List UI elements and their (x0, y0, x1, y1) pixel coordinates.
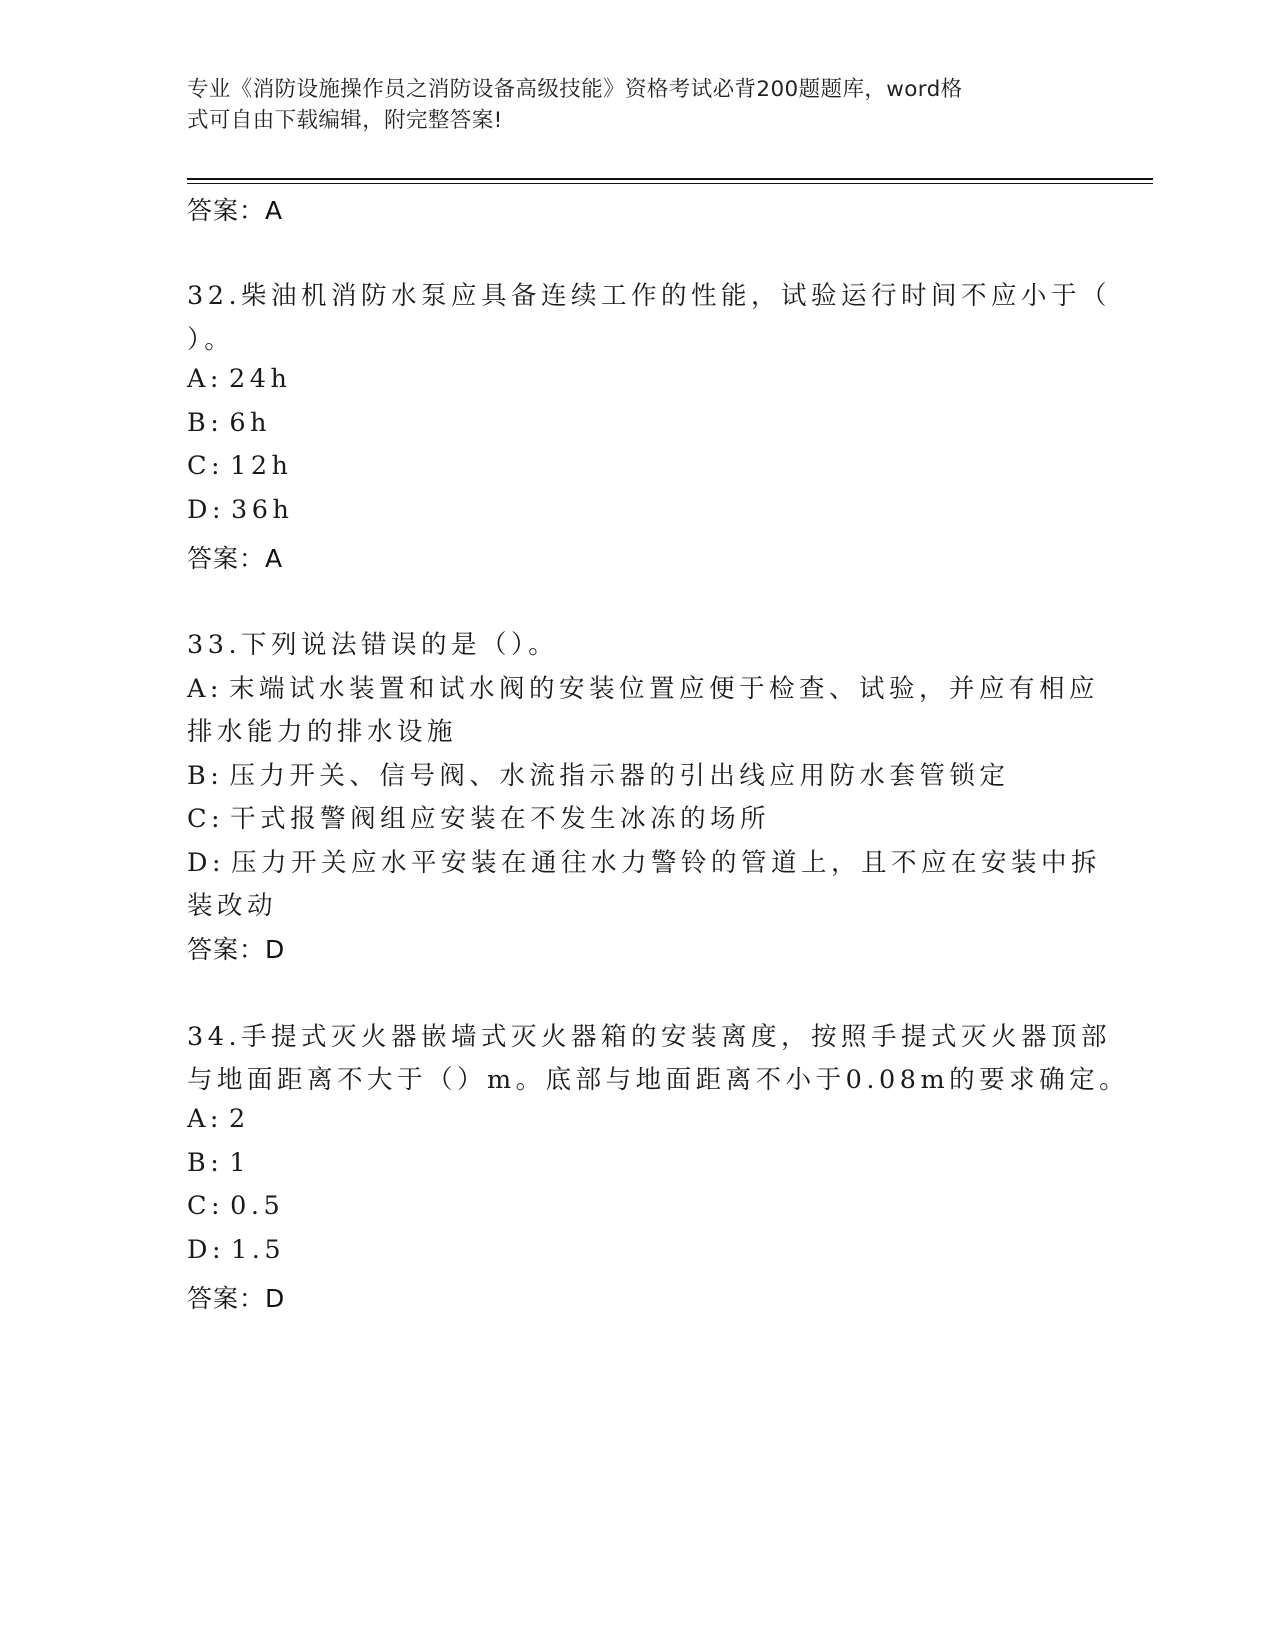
question-33-option-d (187, 843, 1101, 879)
option-text: 0.5 (230, 1191, 285, 1221)
question-32-option-b (187, 408, 271, 438)
question-34-option-b (187, 1148, 250, 1178)
option-letter: D: (187, 1235, 226, 1265)
question-34-answer (187, 1279, 285, 1315)
option-text: 1 (229, 1148, 251, 1178)
question-34-option-a (187, 1104, 250, 1134)
option-letter: D: (187, 495, 226, 525)
option-letter: C: (187, 804, 225, 834)
answer-value: A (265, 196, 284, 225)
option-text: 压力开关、信号阀、水流指示器的引出线应用防水套管锁定 (229, 761, 1010, 791)
answer-label: 答案： (187, 935, 266, 964)
option-letter: B: (187, 1148, 224, 1178)
option-letter: C: (187, 451, 225, 481)
question-32-option-d (187, 495, 293, 525)
header-line-2: 式可自由下载编辑，附完整答案! (187, 108, 503, 133)
answer-label: 答案： (187, 544, 266, 573)
header-line-1: 专业《消防设施操作员之消防设备高级技能》资格考试必背200题题库，word格 (187, 77, 963, 102)
question-33-answer (187, 930, 285, 966)
question-32-option-a (187, 364, 291, 394)
question-33-option-b (187, 756, 1009, 792)
answer-line-prev (187, 191, 283, 227)
option-text: 12h (230, 451, 293, 481)
option-text: 24h (229, 364, 292, 394)
question-33-option-a-cont: 排水能力的排水设施 (187, 717, 458, 747)
option-text: 2 (229, 1104, 250, 1134)
question-33-option-c (187, 799, 770, 835)
document-header (187, 74, 1087, 136)
option-letter: A: (187, 364, 224, 394)
question-33-line-1: 33.下列说法错误的是（）。 (187, 630, 559, 660)
option-text: 干式报警阀组应安装在不发生冰冻的场所 (230, 804, 771, 834)
question-33-option-a (187, 669, 1099, 705)
option-letter: B: (187, 408, 224, 438)
question-33-option-d-cont: 装改动 (187, 891, 278, 921)
option-letter: B: (187, 761, 224, 791)
option-letter: A: (187, 674, 224, 704)
answer-label: 答案： (187, 1284, 266, 1313)
answer-value: D (265, 935, 286, 964)
question-32-line-1: 32.柴油机消防水泵应具备连续工作的性能，试验运行时间不应小于（ (187, 281, 1112, 311)
option-text: 1.5 (231, 1235, 286, 1265)
answer-label: 答案： (187, 196, 266, 225)
option-letter: D: (187, 848, 226, 878)
question-34-line-2: 与地面距离不大于（）m。底部与地面距离不小于0.08m的要求确定。 (187, 1065, 1130, 1095)
option-text: 36h (231, 495, 294, 525)
header-rule-thin (187, 183, 1153, 184)
option-text: 末端试水装置和试水阀的安装位置应便于检查、试验，并应有相应 (229, 674, 1100, 704)
option-letter: A: (187, 1104, 224, 1134)
question-32-answer (187, 539, 283, 575)
answer-value: D (265, 1284, 286, 1313)
question-32-option-c (187, 451, 292, 481)
question-34-line-1: 34.手提式灭火器嵌墙式灭火器箱的安装离度，按照手提式灭火器顶部 (187, 1022, 1112, 1052)
option-text: 6h (229, 408, 271, 438)
answer-value: A (265, 544, 284, 573)
option-letter: C: (187, 1191, 225, 1221)
question-34-option-c (187, 1191, 284, 1221)
header-rule-thick (187, 178, 1153, 180)
option-text: 压力开关应水平安装在通往水力警铃的管道上，且不应在安装中拆 (231, 848, 1102, 878)
question-32-line-2: ）。 (187, 325, 235, 355)
question-34-option-d (187, 1235, 285, 1265)
